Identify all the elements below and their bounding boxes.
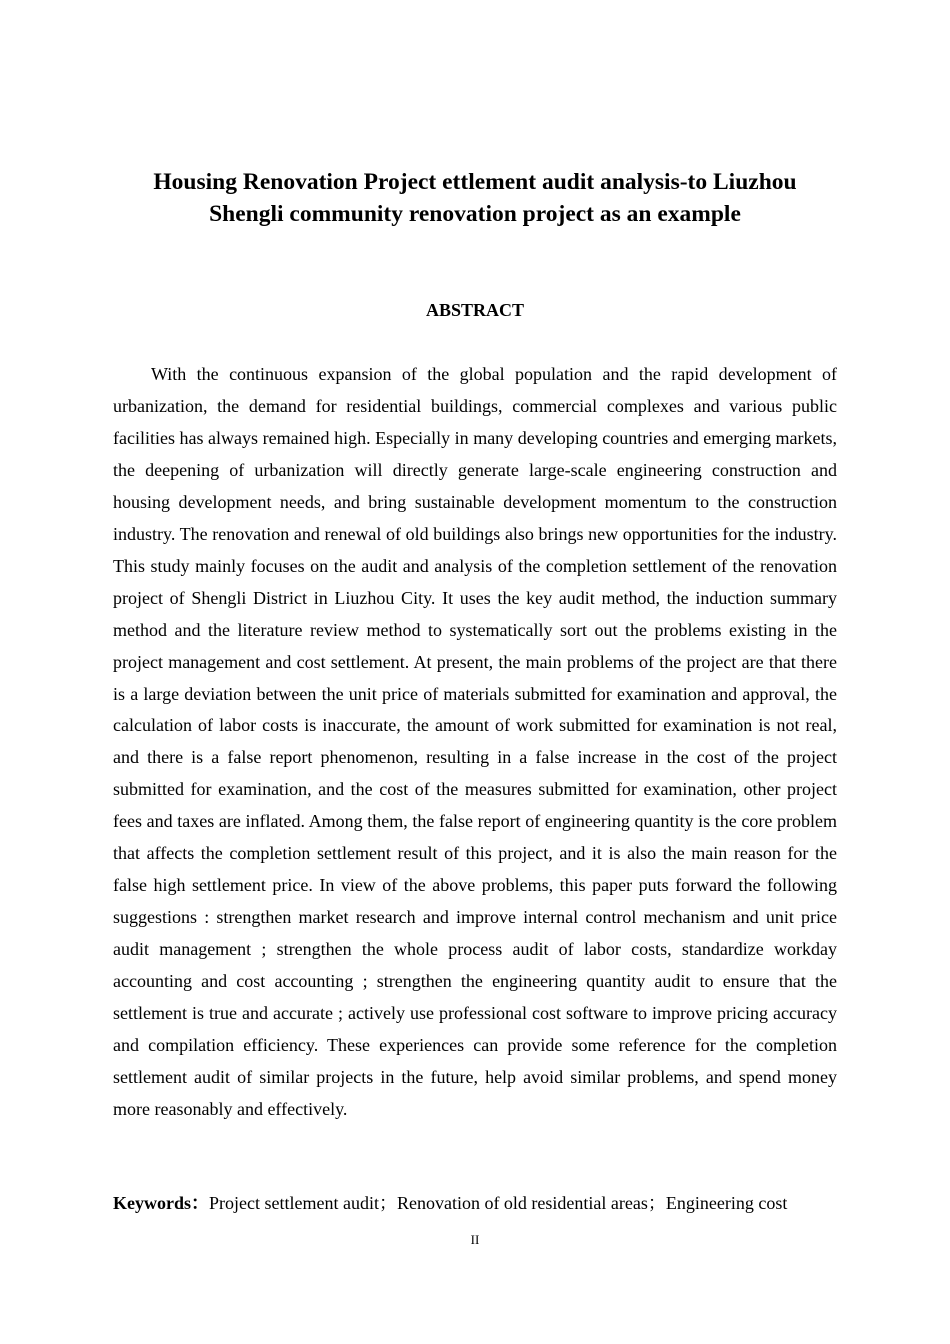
keywords-label: Keywords：	[113, 1193, 209, 1213]
paper-title	[95, 166, 855, 230]
paper-title-line-1: Housing Renovation Project ettlement audit analysis-to Liuzhou	[153, 169, 797, 195]
page-number: II	[470, 1232, 480, 1247]
keywords-text: Project settlement audit；Renovation of old residential areas；Engineering cost	[209, 1193, 788, 1213]
keywords-line	[113, 1189, 853, 1217]
paper-title-line-2: Shengli community renovation project as an example	[209, 201, 741, 227]
abstract-heading: ABSTRACT	[425, 300, 525, 320]
abstract-paragraph: With the continuous expansion of the global population and the rapid development of urbanization, the demand for residential buildings, commercial complexes and various public facilities has always remained high. Especially in many developing countries and emerging markets, the deepening of urbanization will directly generate large-scale engineering construction and housing development needs, and bring sustainable development momentum to the construction industry. The renovation and renewal of old buildings also brings new opportunities for the industry. This study mainly focuses on the audit and analysis of the completion settlement of the renovation project of Shengli District in Liuzhou City. It uses the key audit method, the induction summary method and the literature review method to systematically sort out the problems existing in the project management and cost settlement. At present, the main problems of the project are that there is a large deviation between the unit price of materials submitted for examination and approval, the calculation of labor costs is inaccurate, the amount of work submitted for examination is not real, and there is a false report phenomenon, resulting in a false increase in the cost of the project submitted for examination, and the cost of the measures submitted for examination, other project fees and taxes are inflated. Among them, the false report of engineering quantity is the core problem that affects the completion settlement result of this project, and it is also the main reason for the false high settlement price. In view of the above problems, this paper puts forward the following suggestions : strengthen market research and improve internal control mechanism and unit price audit management ; strengthen the whole process audit of labor costs, standardize workday accounting and cost accounting ; strengthen the engineering quantity audit to ensure that the settlement is true and accurate ; actively use professional cost software to improve pricing accuracy and compilation efficiency. These experiences can provide some reference for the completion settlement audit of similar projects in the future, help avoid similar problems, and spend money more reasonably and effectively.	[113, 364, 837, 1119]
